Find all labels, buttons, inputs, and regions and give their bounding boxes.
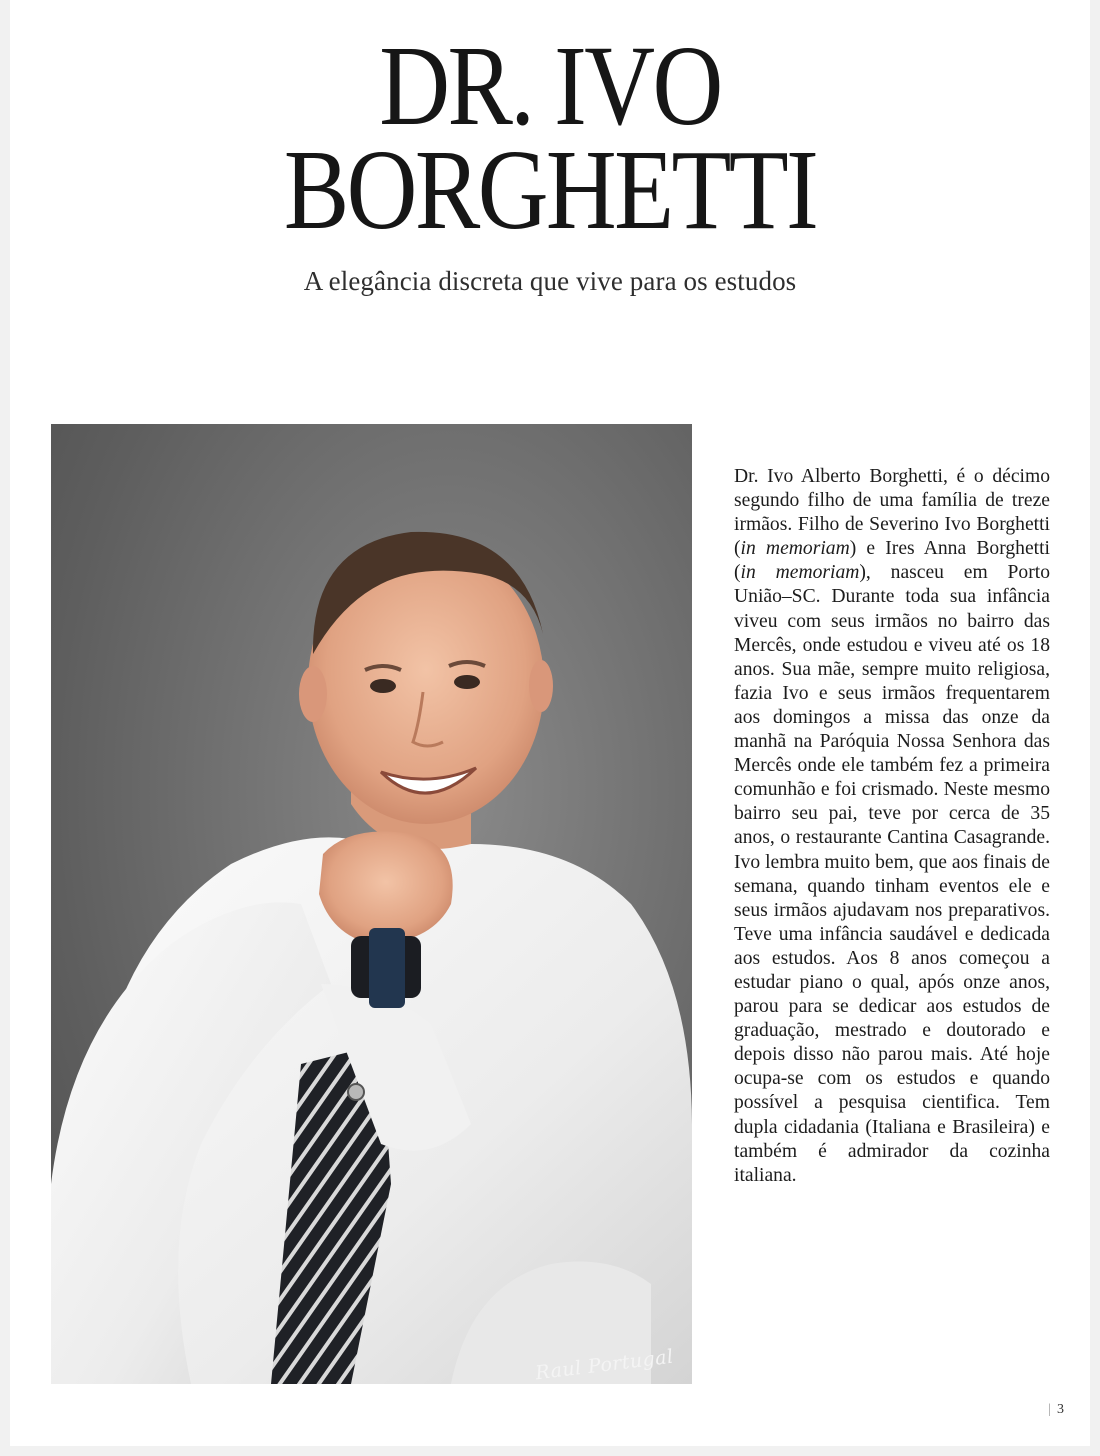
photographer-credit: Raul Portugal	[534, 1345, 675, 1384]
body-segment: Dr. Ivo Alberto Borghetti, é o décimo segundo filho de uma família de treze irmãos. Filho de Severino Ivo Borghetti (	[734, 466, 1050, 560]
page-number	[1048, 1402, 1064, 1418]
article-subtitle: A elegância discreta que vive para os estudos	[303, 266, 797, 296]
body-segment-italic: in memoriam	[740, 538, 850, 560]
article-title	[77, 22, 1023, 253]
portrait-photo	[51, 424, 692, 1384]
page-number-separator: |	[1048, 1402, 1051, 1417]
title-line-1: DR. IVO	[379, 22, 721, 149]
title-line-2: BORGHETTI	[283, 126, 817, 253]
body-segment: ) e Ires Anna Borghetti (	[734, 538, 1050, 584]
page-number-value: 3	[1057, 1402, 1064, 1417]
body-segment: ), nasceu em Porto União–SC. Durante toda sua infância viveu com seus irmãos no bairro das Mercês, onde estudou e viveu até os 18 anos. Sua mãe, sempre muito religiosa, fazia Ivo e seus irmãos frequentarem aos domingos a missa das onze da manhã na Paróquia Nossa Senhora das Mercês onde ele também fez a primeira comunhão e foi crismado. Neste mesmo bairro seu pai, teve por cerca de 35 anos, o restaurante Cantina Casagrande. Ivo lembra muito bem, que aos finais de semana, quando tinham eventos ele e seus irmãos ajudavam nos preparativos. Teve uma infância saudável e dedicada aos estudos. Aos 8 anos começou a estudar piano o qual, após onze anos, parou para se dedicar aos estudos de graduação, mestrado e doutorado e depois disso não parou mais. Até hoje ocupa-se com os estudos e quando possível a pesquisa cientifica. Tem dupla cidadania (Italiana e Brasileira) e também é admirador da cozinha italiana.	[734, 562, 1050, 1186]
portrait-illustration	[51, 424, 692, 1384]
body-segment-italic: in memoriam	[740, 562, 860, 584]
article-body	[734, 465, 1050, 1188]
